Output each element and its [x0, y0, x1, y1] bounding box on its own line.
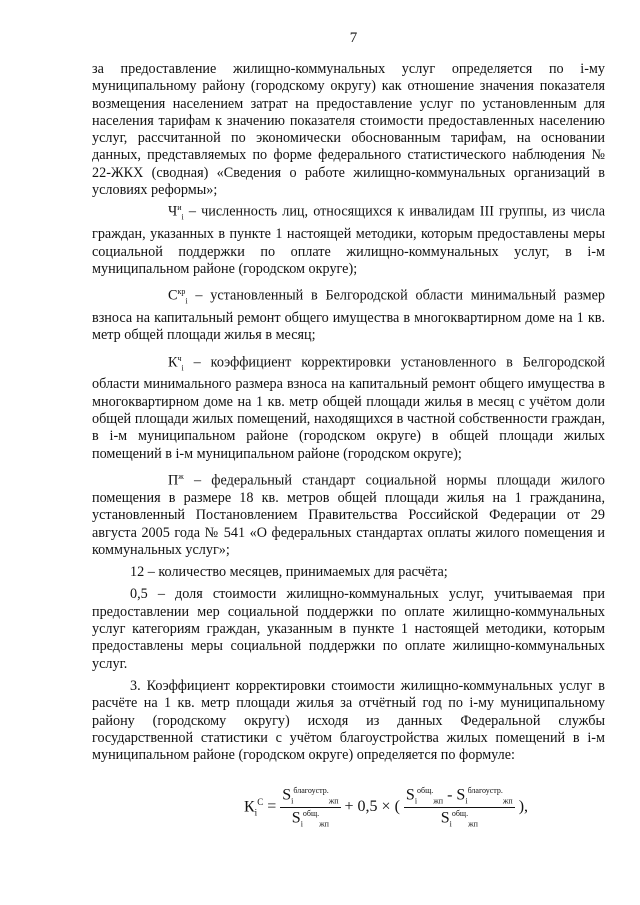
formula-eq: =: [267, 798, 277, 816]
definition-k: $К^ч_i$ – коэффициент корректировки установленного в Белгородской области минимального размера взноса на капитальный ремонт общего имущества в многоквартирном доме на 1 кв. метр общей площади жилья в месяц с учётом доли общей площади жилых помещений, находящихся в частной собственности граждан, в i-м муниципальном районе (городском округе) в общей площади жилых помещений в i-м муниципальном районе (городском округе);: [92, 350, 605, 463]
symbol-ch: $Ч^и_i$: [168, 203, 184, 222]
formula: [92, 786, 605, 846]
definition-12: 12 – количество месяцев, принимаемых для расчёта;: [130, 564, 448, 581]
symbol-k: $К^ч_i$: [168, 353, 184, 373]
definition-0-5: 0,5 – доля стоимости жилищно-коммунальных услуг, учитываемая при предоставлении мер социальной поддержки по оплате жилищно-коммунальных услуг категориям граждан, указанным в пункте 1 настоящей методики, которым предоставлены меры социальной поддержки по оплате жилищно-коммунальных услуг.: [92, 586, 605, 672]
formula-lhs: $К_i^С$: [244, 797, 264, 818]
symbol-p: $П^ж$: [168, 471, 184, 489]
formula-fraction-1: $\frac{S_i^{благоустр.}_{жп}}{S_i^{общ.}_{жп}}$: [282, 786, 339, 829]
formula-plus: + 0,5 × (: [344, 798, 400, 816]
definition-p: $П^ж$ – федеральный стандарт социальной нормы площади жилого помещения в размере 18 кв. метров общей площади жилья на 1 гражданина, установленный Постановлением Правительства Российской Федерации от 29 августа 2005 года № 541 «О федеральных стандартах оплаты жилого помещения и коммунальных услуг»;: [92, 468, 605, 559]
paragraph-3: 3. Коэффициент корректировки стоимости жилищно-коммунальных услуг в расчёте на 1 кв. метр площади жилья за отчётный год по i-му муниципальному району (городскому округу) исходя из данных Федеральной службы государственной статистики с учётом благоустройства жилых помещений в i-м муниципальном районе (городском округе) определяется по формуле:: [92, 677, 605, 764]
page-number: 7: [349, 30, 358, 46]
definition-ch: $Ч^и_i$ – численность лиц, относящихся к инвалидам III группы, из числа граждан, указанных в пункте 1 настоящей методики, которым предоставлены меры социальной поддержки по оплате жилищно-коммунальных услуг, в i-м муниципальном районе (городском округе);: [92, 199, 605, 278]
formula-fraction-2: $\frac{S_i^{общ.}_{жп} - S_i^{благоустр.}_{жп}}{S_i^{общ.}_{жп}}$: [405, 786, 513, 829]
definition-c: $С^{кр}_i$ – установленный в Белгородской области минимальный размер взноса на капитальный ремонт общего имущества в многоквартирном доме на 1 кв. метр общей площади жилья в месяц;: [92, 283, 605, 344]
paragraph-continuation: за предоставление жилищно-коммунальных услуг определяется по i-му муниципальному району (городскому округу) как отношение значения показателя возмещения населением затрат на предоставление услуг по установленным для населения тарифам к значению показателя стоимости предоставленных населению услуг, рассчитанной по экономически обоснованным тарифам, на основании данных, представляемых по форме федерального статистического наблюдения № 22-ЖКХ (сводная) «Сведения о работе жилищно-коммунальных организаций в условиях реформы»;: [92, 61, 605, 199]
symbol-c: $С^{кр}_i$: [168, 287, 188, 306]
formula-close: ),: [518, 798, 529, 816]
